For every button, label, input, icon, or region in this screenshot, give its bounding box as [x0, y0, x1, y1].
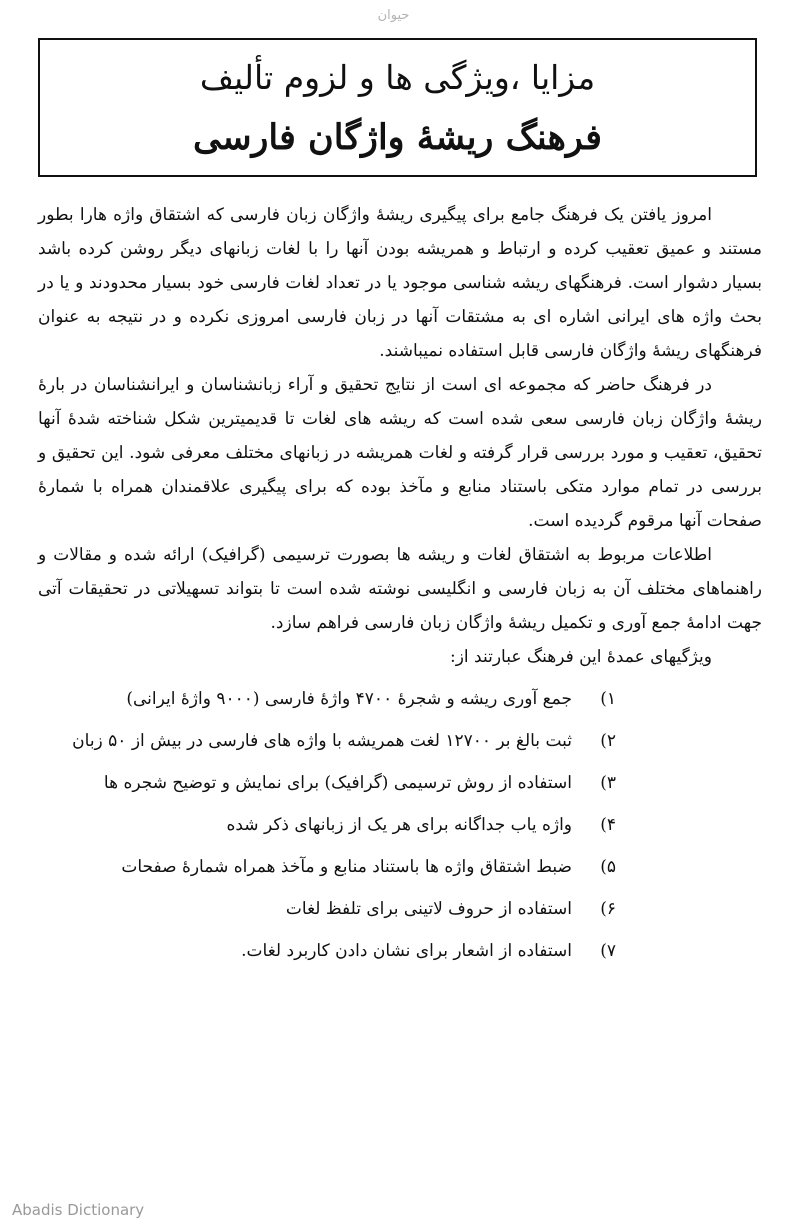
- list-item: [38, 804, 616, 846]
- paragraph-intro: امروز یافتن یک فرهنگ جامع برای پیگیری ریشهٔ واژگان زبان فارسی که اشتقاق واژه هارا بطور مستند و عمیق تعقیب کرده و ارتباط و همریشه بودن آنها را با لغات زبانهای دیگر روشن کرده باشد بسیار دشوار است. فرهنگهای ریشه شناسی موجود یا در تعداد لغات فارسی خود بسیار محدودند و یا در بحث واژه های ایرانی اشاره ای به مشتقات آنها در زبان فارسی امروزی نکرده و در نتیجه به عنوان فرهنگهای ریشهٔ واژگان فارسی قابل استفاده نمیباشند.: [38, 205, 762, 361]
- list-item-number: ۲): [600, 731, 616, 751]
- list-item: [38, 720, 616, 762]
- title-subheading: مزایا ،ویژگی ها و لزوم تألیف: [199, 58, 596, 97]
- article-body: [38, 198, 762, 972]
- page-header-label: حیوان: [377, 8, 410, 23]
- list-item-number: ۶): [600, 899, 616, 919]
- list-item-text: استفاده از حروف لاتینی برای تلفظ لغات: [285, 899, 572, 919]
- list-item-number: ۳): [600, 773, 616, 793]
- list-item: [38, 930, 616, 972]
- list-item: [38, 846, 616, 888]
- list-item-text: استفاده از اشعار برای نشان دادن کاربرد لغات.: [241, 941, 572, 961]
- list-item-text: ضبط اشتقاق واژه ها باستناد منابع و مآخذ همراه شمارهٔ صفحات: [121, 857, 572, 877]
- list-item: [38, 888, 616, 930]
- list-item: [38, 678, 616, 720]
- list-item-number: ۷): [600, 941, 616, 961]
- list-item-text: استفاده از روش ترسیمی (گرافیک) برای نمایش و توضیح شجره ها: [103, 773, 572, 793]
- features-intro: ویژگیهای عمدهٔ این فرهنگ عبارتند از:: [449, 647, 712, 667]
- list-item-text: جمع آوری ریشه و شجرهٔ ۴۷۰۰ واژهٔ فارسی (۹۰۰۰ واژهٔ ایرانی): [126, 689, 572, 709]
- page-title: فرهنگ ریشهٔ واژگان فارسی: [193, 117, 602, 158]
- list-item-text: واژه یاب جداگانه برای هر یک از زبانهای ذکر شده: [226, 815, 572, 835]
- list-item-number: ۴): [600, 815, 616, 835]
- paragraph-research: در فرهنگ حاضر که مجموعه ای است از نتایج تحقیق و آراء زبانشناسان و ایرانشناسان در بارهٔ ریشهٔ واژگان زبان فارسی سعی شده است که ریشه های لغات تا قدیمیترین شکل شناخته شدهٔ آنها تحقیق، تعقیب و مورد بررسی قرار گرفته و لغات همریشه در زبانهای مختلف معرفی شود. این تحقیق و بررسی در تمام موارد متکی باستناد منابع و مآخذ بوده که برای پیگیری علاقمندان همراه با شمارهٔ صفحات آنها مرقوم گردیده است.: [38, 375, 762, 531]
- footer-brand: Abadis Dictionary: [12, 1201, 145, 1219]
- list-item-text: ثبت بالغ بر ۱۲۷۰۰ لغت همریشه با واژه های فارسی در بیش از ۵۰ زبان: [72, 731, 572, 751]
- title-box: [38, 38, 757, 177]
- list-item-number: ۱): [600, 689, 616, 709]
- feature-list: [38, 678, 762, 972]
- list-item: [38, 762, 616, 804]
- list-item-number: ۵): [600, 857, 616, 877]
- paragraph-graphics: اطلاعات مربوط به اشتقاق لغات و ریشه ها بصورت ترسیمی (گرافیک) ارائه شده و مقالات و راهنماهای مختلف آن به زبان فارسی و انگلیسی نوشته شده است تا بتواند تسهیلاتی در تحقیقات آتی جهت ادامهٔ جمع آوری و تکمیل ریشهٔ واژگان زبان فارسی فراهم سازد.: [38, 545, 762, 633]
